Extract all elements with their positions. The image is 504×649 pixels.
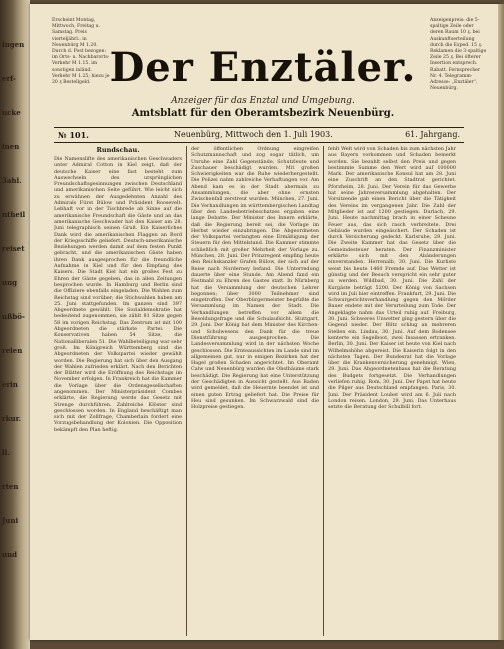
issue-place-date: Neuenbürg, Mittwoch den 1. Juli 1903. (174, 130, 333, 139)
column-text: Die Namenslifte des amerikanischen Geschwaders unter Admiral Cotton in Kiel zeigt, daß der deutsche Kaiser eine fast besteht zum Auswechseln des ursprünglichen Freundschaftsgesinnungen zwischen Deutschland und amerikanischen Seite geführt. Wie leicht sich zu erwähnen der Ausgedehnten Anzahl des Admirals Fürst Bülow und Präsident Roosevelt. Lebhaft vor in der Tischbrede ab Sinne auf die amerikanische Freundschaft die Gäste und an das amerikanische Geschwader hat den Kaiser am 28. Juni telegraphisch seinen Gruß. Ein Kaiserliches Dank wird die amerikanischen Flaggen an Bord der Kriegsschiffe geliefert. Deutsch-amerikanische Beziehungen werden damit auf dem festen Punkt gebracht, und die amerikanischen Gäste haben ihren Dank ausgesprochen für die freundliche Aufnahme in Kiel und für den Empfang des Kaisers. Die Stadt Kiel hat ein großes Fest zu Ehren der Gäste gegeben, das in allen Zeitungen besprochen wurde. In Hamburg und Berlin sind die Offiziere ebenfalls eingeladen. Die Wahlen zum Reichstag sind vorüber; die Stichwahlen haben am 25. Juni stattgefunden. Im ganzen sind 397 Abgeordnete gewählt. Die Sozialdemokratie hat bedeutend zugenommen, sie zählt 81 Sitze gegen 58 im vorigen Reichstag. Das Zentrum ist mit 100 Abgeordneten die stärkste Partei. Die Konservativen haben 54 Sitze, die Nationalliberalen 51. Die Wahlbeteiligung war sehr groß. Im Königreich Württemberg sind die Abgeordneten der Volkspartei wieder gewählt worden. Die Regierung hat sich über den Ausgang der Wahlen zufrieden erklärt. Nach den Berichten der Blätter wird die Eröffnung des Reichstags im November erfolgen. In Frankreich hat die Kammer die Vorlage über die Ordensgesellschaften angenommen. Der Ministerpräsident Combes erklärte, die Regierung werde das Gesetz mit Strenge durchführen. Zahlreiche Klöster sind geschlossen worden. In England beschäftigt man sich mit der Zollfrage, Chamberlain fordert eine Vorzugsbehandlung der Kolonien. Die Opposition bekämpft den Plan heftig. (54, 156, 182, 433)
left-page-text: rkur. (2, 414, 22, 423)
left-page-fragment (0, 0, 30, 649)
left-page-text: ntheil (2, 210, 26, 219)
issue-info-bar (54, 127, 464, 143)
left-page-text: reien (2, 346, 23, 355)
left-page-text: und (2, 550, 18, 559)
column-3 (328, 146, 456, 636)
left-page-text: reiset (2, 244, 25, 253)
left-page-text: erf- (2, 74, 16, 83)
left-page-text: ußbö- (2, 312, 25, 321)
volume-number: 61. Jahrgang. (405, 130, 460, 139)
left-page-text: erin (2, 380, 18, 389)
issue-number: № 101. (58, 130, 89, 140)
newspaper-subtitle: Anzeiger für das Enztal und Umgebung. (171, 96, 355, 106)
official-gazette-line: Amtsblatt für den Oberamtsbezirk Neuenbürg. (131, 108, 395, 119)
column-text: der öffentlichen Ordnung eingreifen Schutzmannschaft und zog sogar tätlich, um Unruhe eine Zahl Gegenstände, Schutzleute und Zuschauer beschädigt wurden. Mit großen Schwierigkeiten war die Ruhe wiederhergestellt. Die Polizei nahm zahlreiche Verhaftungen vor. Am Abend kam es in der Stadt abermals zu Ansammlungen, die aber ohne ernsten Zwischenfall zerstreut wurden. München, 27. Juni. Die Verhandlungen im württembergischen Landtag über den Landesbetriebsschatzes ergaben eine lange Debatte. Der Minister des Innern erklärte, daß die Regierung bereit sei, die Vorlage im Herbst wieder einzubringen. Die Abgeordneten der Volkspartei verlangten eine Ermäßigung der Steuern für den Mittelstand. Die Kammer stimmte schließlich mit großer Mehrheit der Vorlage zu. München, 28. Juni. Der Prinzregent empfing heute den Reichskanzler Grafen Bülow, der sich auf der Reise nach Norderney befand. Die Unterredung dauerte über eine Stunde. Am Abend fand ein Festmahl zu Ehren des Gastes statt. In Nürnberg hat die Versammlung der deutschen Lehrer begonnen; über 3000 Teilnehmer sind eingetroffen. Der Oberbürgermeister begrüßte die Versammlung im Namen der Stadt. Die Verhandlungen betreffen vor allem die Besoldungsfrage und die Schulaufsicht. Stuttgart, 29. Juni. Der König hat dem Minister des Kirchen- und Schulwesens den Dank für die treue Dienstführung ausgesprochen. Die Landesversammlung wird in der nächsten Woche geschlossen. Die Ernteaussichten im Lande sind im allgemeinen gut, nur in einigen Bezirken hat der Hagel großen Schaden angerichtet. Im Oberamt Calw und Neuenbürg wurden die Obstbäume stark beschädigt. Die Regierung hat eine Unterstützung der Geschädigten in Aussicht gestellt. Aus Baden wird gemeldet, daß die Heuernte beendet ist und einen guten Ertrag geliefert hat. Die Preise für Heu sind gesunken. Im Schwarzwald sind die Holzpreise gestiegen. (191, 146, 319, 411)
left-page-text: rten (2, 482, 19, 491)
advertising-info: Anzeigenpreis: die 5-spaltige Zeile oder deren Raum 10 ₰. bei Auskunftserteilung durch die Exped. 15 ₰. Reklamen die 3-spaltige Zeile 25 ₰. Bei öfterer Insertion entsprech. Rabatt. Fernsprecher Nr. 4. Telegramm-Adresse: „Enztäler", Neuenbürg. (430, 18, 487, 92)
column-rule (323, 146, 324, 636)
newspaper-page (30, 4, 500, 640)
left-page-text: ung (2, 278, 18, 287)
column-2 (191, 146, 319, 636)
left-page-text: Juni (2, 516, 19, 525)
column-text: fehlt Welt wird von Schaden bis zum nächsten Jahr aus Bayern vorkommen und Schaden bemerkt worden. Sie bezahlt selbst den Preis und gegen bestimmte Summe den Wert wird auf 100000 Mark. Der amerikanische Konsul hat am 28. Juni eine Zuschrift an den Stadtrat gerichtet. Pforzheim, 28. Juni. Der Verein für das Gewerbe hat seine Jahresversammlung abgehalten. Der Vorsitzende gab einen Bericht über die Tätigkeit des Vereins im vergangenen Jahr. Die Zahl der Mitglieder ist auf 1200 gestiegen. Durlach, 29. Juni. Heute nachmittag brach in einer Scheune Feuer aus, das sich rasch verbreitete. Drei Gebäude wurden eingeäschert. Der Schaden ist durch Versicherung gedeckt. Karlsruhe, 29. Juni. Die Zweite Kammer hat das Gesetz über die Gemeindesteuer beraten. Der Finanzminister erklärte sich mit den Abänderungen einverstanden. Herrenalb, 30. Juni. Die Kurliste weist bis heute 1460 Fremde auf. Das Wetter ist günstig und der Besuch verspricht ein sehr guter zu werden. Wildbad, 30. Juni. Die Zahl der Kurgäste beträgt 5200. Der König von Sachsen wird im Juli hier eintreffen. Frankfurt, 29. Juni. Die Schwurgerichtsverhandlung gegen den Mörder Bauer endete mit der Verurteilung zum Tode. Der Angeklagte nahm das Urteil ruhig auf. Freiburg, 30. Juni. Schweres Unwetter ging gestern über die Gegend nieder. Der Blitz schlug an mehreren Stellen ein. Lindau, 30. Juni. Auf dem Bodensee kenterte ein Segelboot, zwei Insassen ertranken. Berlin, 30. Juni. Der Kaiser ist heute von Kiel nach Wilhelmshöhe abgereist. Die Kaiserin folgt in den nächsten Tagen. Der Bundesrat hat die Vorlage über die Krankenversicherung genehmigt. Wien, 29. Juni. Das Abgeordnetenhaus hat die Beratung des Budgets fortgesetzt. Die Verhandlungen verliefen ruhig. Rom, 30. Juni. Der Papst hat heute die Pilger aus Deutschland empfangen. Paris, 30. Juni. Der Präsident Loubet wird am 6. Juli nach London reisen. London, 29. Juni. Das Unterhaus setzte die Beratung der Schulbill fort. (328, 146, 456, 411)
left-page-text: inen (2, 142, 20, 151)
column-rule (186, 146, 187, 636)
section-heading: Rundschau. (96, 146, 140, 154)
left-page-text: ingen (2, 40, 25, 49)
newspaper-title: Der Enztäler. (109, 44, 417, 91)
left-page-text: ll. (2, 448, 10, 457)
left-page-text: 3ahl. (2, 176, 22, 185)
page-edge (498, 4, 504, 640)
column-1 (54, 146, 182, 636)
left-page-text: ucke (2, 108, 21, 117)
masthead (30, 4, 500, 140)
subscription-info: Erscheint Montag, Mittwoch, Freitag u. Samstag. Preis vierteljährl.: in Neuenbürg M 1.20. Durch d. Post bezogen: im Orts- u. Nachbarorts-Verkehr M 1.15. im sonstigen inländ. Verkehr M 1.25; hiezu je 20 ₰ Bestellgeld. (52, 18, 110, 86)
